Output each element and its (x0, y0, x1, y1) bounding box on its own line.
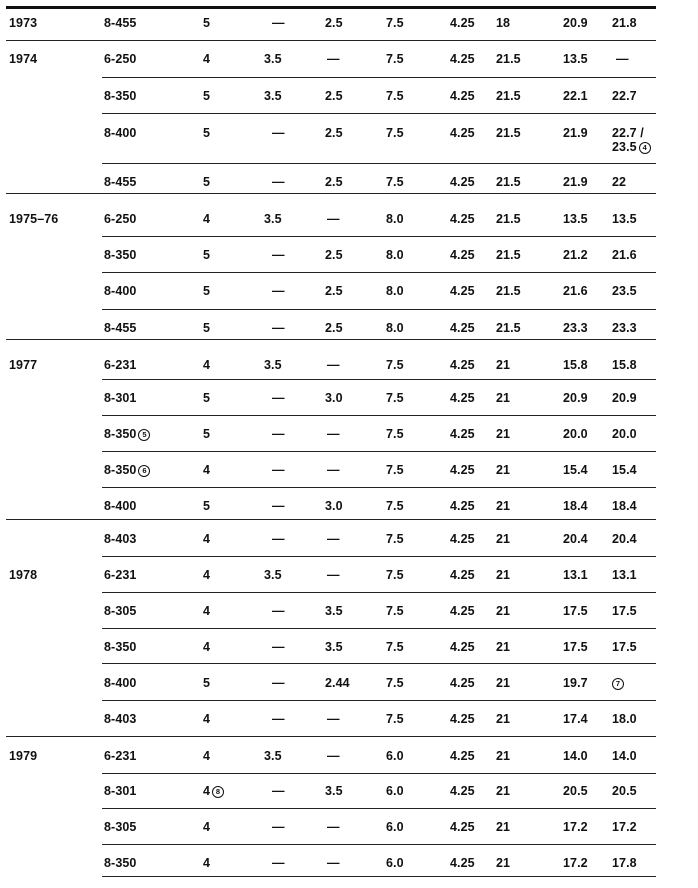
value-cell: — (272, 499, 285, 513)
value-cell: — (327, 212, 340, 226)
value-cell: 3.0 (325, 499, 343, 513)
value-cell: — (327, 427, 340, 441)
row-divider (102, 628, 656, 629)
value-cell: 6.0 (386, 749, 404, 763)
year-cell: 1975–76 (9, 212, 59, 226)
value-cell: 22.7 / 23.5 4 (612, 126, 651, 154)
value-cell: 21.5 (496, 175, 521, 189)
value-cell: 6.0 (386, 820, 404, 834)
value-cell: — (272, 820, 285, 834)
engine-cell: 8-403 (104, 532, 137, 546)
value-cell: 21.6 (563, 284, 588, 298)
value-cell: 20.4 (563, 532, 588, 546)
value-cell: 17.8 (612, 856, 637, 870)
value-cell: 20.9 (612, 391, 637, 405)
value-cell: 2.5 (325, 126, 343, 140)
value-cell: 4.25 (450, 358, 475, 372)
value-cell: 4.25 (450, 463, 475, 477)
value-cell: 22.7 (612, 89, 637, 103)
value-cell: 22 (612, 175, 627, 189)
value-cell: 4 (203, 358, 211, 372)
value-cell: — (327, 820, 340, 834)
value-cell: 7.5 (386, 463, 404, 477)
value-cell: 5 (203, 89, 211, 103)
value-cell: 8.0 (386, 284, 404, 298)
value-cell: 4.25 (450, 640, 475, 654)
value-cell: 3.5 (264, 212, 282, 226)
engine-cell: 6-250 (104, 212, 137, 226)
value-cell: 7.5 (386, 499, 404, 513)
row-divider (102, 77, 656, 78)
value-cell: — (272, 321, 285, 335)
footnote-marker: 4 (639, 142, 651, 154)
value-cell: — (272, 16, 285, 30)
value-cell: 5 (203, 16, 211, 30)
value-cell: 21.5 (496, 284, 521, 298)
value-cell: 18.0 (612, 712, 637, 726)
value-cell: 7.5 (386, 427, 404, 441)
value-cell: 5 (203, 126, 211, 140)
value-cell: 4 (203, 640, 211, 654)
value-cell: — (327, 52, 340, 66)
value-cell: 2.44 (325, 676, 350, 690)
value-cell: 5 (203, 284, 211, 298)
value-cell: 4.25 (450, 391, 475, 405)
footnote-marker: 7 (612, 678, 624, 690)
value-cell: 17.2 (612, 820, 637, 834)
value-cell: 2.5 (325, 89, 343, 103)
value-cell: 18.4 (612, 499, 637, 513)
value-cell: 18 (496, 16, 511, 30)
value-cell: 4 (203, 820, 211, 834)
value-cell: 21.2 (563, 248, 588, 262)
value-cell: 15.8 (563, 358, 588, 372)
value-cell: 6.0 (386, 784, 404, 798)
value-cell: 4.25 (450, 16, 475, 30)
value-cell: 20.0 (612, 427, 637, 441)
value-cell: 21 (496, 676, 511, 690)
value-cell: 14.0 (612, 749, 637, 763)
value-cell: 4 (203, 856, 211, 870)
value-cell: 21.6 (612, 248, 637, 262)
value-cell: 21 (496, 820, 511, 834)
value-cell: 7.5 (386, 52, 404, 66)
value-cell: 4.25 (450, 499, 475, 513)
value-cell: 21 (496, 463, 511, 477)
value-cell: — (272, 248, 285, 262)
year-cell: 1977 (9, 358, 38, 372)
value-cell: 3.0 (325, 391, 343, 405)
value-cell: 5 (203, 499, 211, 513)
value-cell: 4.25 (450, 284, 475, 298)
engine-cell: 6-231 (104, 358, 137, 372)
value-cell: 21 (496, 532, 511, 546)
engine-cell: 8-455 (104, 321, 137, 335)
value-cell: 21.5 (496, 126, 521, 140)
value-cell: 3.5 (264, 749, 282, 763)
value-cell: 4.25 (450, 712, 475, 726)
value-cell: 4.25 (450, 749, 475, 763)
value-cell: 3.5 (264, 89, 282, 103)
value-cell: 2.5 (325, 321, 343, 335)
value-cell: 17.2 (563, 856, 588, 870)
engine-cell: 8-305 (104, 604, 137, 618)
footnote-marker: 6 (138, 465, 150, 477)
value-cell: 7.5 (386, 126, 404, 140)
value-cell: 7.5 (386, 604, 404, 618)
value-cell: — (272, 676, 285, 690)
value-cell: 5 (203, 676, 211, 690)
engine-cell: 8-455 (104, 175, 137, 189)
value-cell: — (327, 749, 340, 763)
year-cell: 1979 (9, 749, 38, 763)
value-cell: 4 (203, 463, 211, 477)
row-divider (102, 309, 656, 310)
value-cell: 20.9 (563, 16, 588, 30)
group-divider (6, 193, 656, 194)
engine-cell: 8-301 (104, 784, 137, 798)
value-cell: 17.5 (612, 640, 637, 654)
value-cell: 14.0 (563, 749, 588, 763)
value-cell: — (272, 284, 285, 298)
value-cell: — (272, 175, 285, 189)
engine-cell: 8-350 (104, 248, 137, 262)
group-divider (6, 339, 656, 340)
value-cell: 18.4 (563, 499, 588, 513)
value-cell: — (272, 463, 285, 477)
value-cell: 2.5 (325, 175, 343, 189)
row-divider (102, 663, 656, 664)
value-cell: 21.5 (496, 321, 521, 335)
value-cell: 7.5 (386, 532, 404, 546)
value-cell: 21.5 (496, 212, 521, 226)
value-cell: 21.5 (496, 89, 521, 103)
value-cell: 13.1 (612, 568, 637, 582)
engine-cell: 8-305 (104, 820, 137, 834)
value-cell: 3.5 (264, 358, 282, 372)
value-cell: 17.5 (563, 604, 588, 618)
engine-cell: 8-350 (104, 640, 137, 654)
value-cell: 4.25 (450, 212, 475, 226)
value-cell: — (272, 391, 285, 405)
value-cell: 21.9 (563, 175, 588, 189)
row-divider (102, 844, 656, 845)
value-cell: 4.25 (450, 568, 475, 582)
value-cell: 21 (496, 712, 511, 726)
value-cell: 4.25 (450, 248, 475, 262)
engine-cell: 6-250 (104, 52, 137, 66)
value-cell: 21 (496, 640, 511, 654)
value-cell: 4.25 (450, 89, 475, 103)
value-cell: 21 (496, 499, 511, 513)
value-cell: — (327, 463, 340, 477)
value-cell: — (272, 532, 285, 546)
value-cell: 7.5 (386, 16, 404, 30)
value-cell: 21 (496, 568, 511, 582)
value-cell: 13.5 (563, 212, 588, 226)
value-cell: 8.0 (386, 248, 404, 262)
value-cell: 21.5 (496, 248, 521, 262)
engine-cell: 6-231 (104, 568, 137, 582)
value-cell: 5 (203, 175, 211, 189)
value-cell: 17.4 (563, 712, 588, 726)
value-cell: — (327, 358, 340, 372)
value-cell: — (327, 856, 340, 870)
value-cell: 7.5 (386, 89, 404, 103)
value-cell: 4.25 (450, 604, 475, 618)
value-cell: 4 (203, 212, 211, 226)
value-cell: — (272, 784, 285, 798)
value-cell: 21 (496, 856, 511, 870)
value-cell: 5 (203, 427, 211, 441)
value-cell: 7.5 (386, 676, 404, 690)
row-divider (102, 272, 656, 273)
footnote-marker: 5 (138, 429, 150, 441)
value-cell: 23.3 (563, 321, 588, 335)
row-divider (102, 451, 656, 452)
value-cell: — (327, 712, 340, 726)
value-cell: 4.25 (450, 784, 475, 798)
row-divider (102, 773, 656, 774)
value-cell: 20.5 (563, 784, 588, 798)
value-cell: 13.5 (563, 52, 588, 66)
group-divider (6, 519, 656, 520)
value-cell: — (616, 52, 629, 66)
engine-cell: 8-350 (104, 89, 137, 103)
engine-cell: 8-400 (104, 284, 137, 298)
value-cell: 21.8 (612, 16, 637, 30)
value-cell: 2.5 (325, 16, 343, 30)
value-cell: 3.5 (264, 52, 282, 66)
engine-cell: 8-455 (104, 16, 137, 30)
value-cell: 21.9 (563, 126, 588, 140)
value-cell: 7.5 (386, 640, 404, 654)
value-cell: — (272, 604, 285, 618)
value-cell: 4.25 (450, 321, 475, 335)
engine-cell: 8-400 (104, 499, 137, 513)
value-cell: 21 (496, 427, 511, 441)
engine-cell: 8-400 (104, 676, 137, 690)
year-cell: 1978 (9, 568, 38, 582)
value-cell: 15.4 (563, 463, 588, 477)
row-divider (102, 808, 656, 809)
value-cell: — (272, 856, 285, 870)
engine-cell: 8-350 5 (104, 427, 150, 441)
value-cell: 4.25 (450, 856, 475, 870)
row-divider (102, 700, 656, 701)
value-cell: 5 (203, 391, 211, 405)
value-cell: 22.1 (563, 89, 588, 103)
value-cell: 7.5 (386, 358, 404, 372)
value-cell: 4 (203, 749, 211, 763)
value-cell: 4.25 (450, 532, 475, 546)
value-cell: 17.2 (563, 820, 588, 834)
year-cell: 1974 (9, 52, 38, 66)
value-cell: 20.0 (563, 427, 588, 441)
value-cell: 15.4 (612, 463, 637, 477)
value-cell: 2.5 (325, 284, 343, 298)
value-cell: 23.5 (612, 284, 637, 298)
value-cell: 4 (203, 568, 211, 582)
year-cell: 1973 (9, 16, 38, 30)
value-cell: 23.3 (612, 321, 637, 335)
value-cell: 21 (496, 604, 511, 618)
value-cell (612, 676, 624, 690)
value-cell: 4.25 (450, 175, 475, 189)
value-cell: — (327, 532, 340, 546)
value-cell: 7.5 (386, 391, 404, 405)
value-cell: 4 (203, 604, 211, 618)
engine-cell: 6-231 (104, 749, 137, 763)
value-cell: 4.25 (450, 427, 475, 441)
value-cell: 15.8 (612, 358, 637, 372)
engine-cell: 8-403 (104, 712, 137, 726)
value-cell: 20.9 (563, 391, 588, 405)
value-cell: 21 (496, 358, 511, 372)
value-cell: 17.5 (612, 604, 637, 618)
value-cell: 4.25 (450, 676, 475, 690)
value-cell: 13.1 (563, 568, 588, 582)
row-divider (102, 415, 656, 416)
value-cell: — (272, 427, 285, 441)
row-divider (102, 876, 656, 877)
value-cell: 6.0 (386, 856, 404, 870)
value-cell: 21.5 (496, 52, 521, 66)
engine-cell: 8-400 (104, 126, 137, 140)
value-cell: 4 8 (203, 784, 224, 798)
value-cell: 5 (203, 248, 211, 262)
engine-cell: 8-350 6 (104, 463, 150, 477)
row-divider (102, 379, 656, 380)
value-cell: 4 (203, 532, 211, 546)
value-cell: 21 (496, 784, 511, 798)
row-divider (102, 163, 656, 164)
row-divider (102, 236, 656, 237)
value-cell: 7.5 (386, 175, 404, 189)
row-divider (102, 113, 656, 114)
footnote-marker: 8 (212, 786, 224, 798)
value-cell: 2.5 (325, 248, 343, 262)
value-cell: 5 (203, 321, 211, 335)
value-cell: 7.5 (386, 712, 404, 726)
value-cell: — (272, 126, 285, 140)
value-cell: 13.5 (612, 212, 637, 226)
value-cell: 3.5 (325, 640, 343, 654)
value-cell: 4.25 (450, 820, 475, 834)
value-cell: 4 (203, 52, 211, 66)
value-cell: 19.7 (563, 676, 588, 690)
value-cell: 3.5 (325, 604, 343, 618)
value-cell: 4.25 (450, 126, 475, 140)
value-cell: — (272, 712, 285, 726)
value-cell: 21 (496, 749, 511, 763)
value-cell: 17.5 (563, 640, 588, 654)
engine-cell: 8-350 (104, 856, 137, 870)
value-cell: 3.5 (264, 568, 282, 582)
engine-cell: 8-301 (104, 391, 137, 405)
group-divider (6, 736, 656, 737)
table-top-rule (6, 6, 656, 9)
value-cell: — (272, 640, 285, 654)
value-cell: 20.5 (612, 784, 637, 798)
value-cell: 4 (203, 712, 211, 726)
row-divider (102, 556, 656, 557)
value-cell: 7.5 (386, 568, 404, 582)
row-divider (102, 487, 656, 488)
value-cell: 21 (496, 391, 511, 405)
value-cell: 4.25 (450, 52, 475, 66)
value-cell: 3.5 (325, 784, 343, 798)
value-cell: 8.0 (386, 212, 404, 226)
value-cell: 20.4 (612, 532, 637, 546)
row-divider (102, 592, 656, 593)
value-cell: — (327, 568, 340, 582)
value-cell: 8.0 (386, 321, 404, 335)
group-divider (6, 40, 656, 41)
